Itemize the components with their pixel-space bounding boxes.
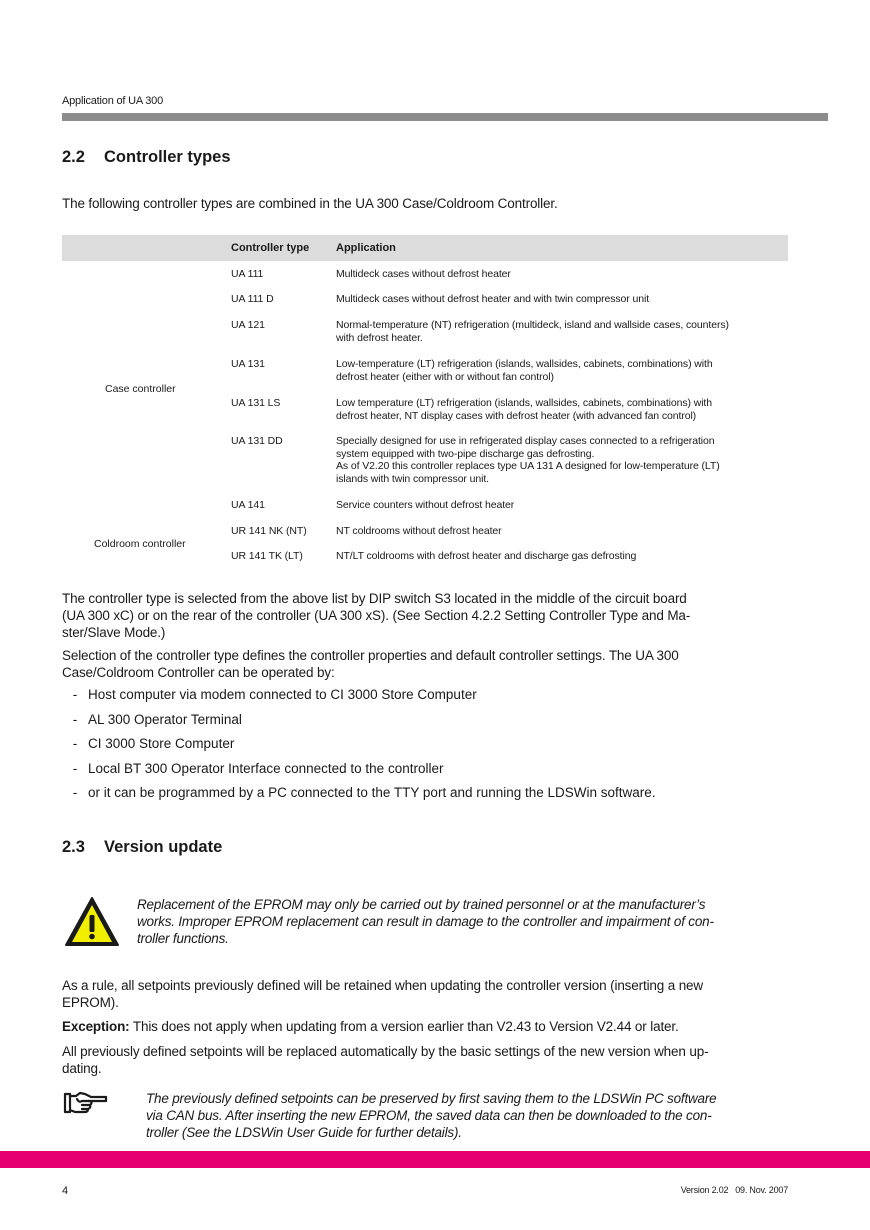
header-divider-bar bbox=[62, 113, 828, 121]
list-item: - Host computer via modem connected to CI 3000 Store Computer bbox=[62, 687, 477, 702]
cell-controller-type: UA 121 bbox=[231, 319, 265, 331]
section-heading-2-2 bbox=[62, 148, 231, 167]
pointing-hand-icon bbox=[63, 1091, 109, 1115]
list-bullet: - bbox=[72, 712, 78, 727]
cell-application: Multideck cases without defrost heater bbox=[336, 268, 511, 280]
cell-controller-type: UA 131 LS bbox=[231, 397, 281, 409]
cell-controller-type: UA 131 bbox=[231, 358, 265, 370]
cell-controller-type: UA 131 DD bbox=[231, 435, 283, 447]
paragraph-exception: Exception: This does not apply when updating from a version earlier than V2.43 to Version V2.44 or later. bbox=[62, 1019, 679, 1034]
table-header bbox=[62, 235, 788, 261]
cell-application: Multideck cases without defrost heater and with twin compressor unit bbox=[336, 293, 650, 305]
list-item: - Local BT 300 Operator Interface connected to the controller bbox=[62, 761, 443, 776]
column-header-controller-type: Controller type bbox=[231, 242, 310, 254]
section-number: 2.3 bbox=[62, 838, 85, 856]
cell-application: NT coldrooms without defrost heater bbox=[336, 525, 502, 537]
list-item: - or it can be programmed by a PC connected to the TTY port and running the LDSWin software. bbox=[62, 785, 656, 800]
paragraph-setpoints-retained: As a rule, all setpoints previously defined will be retained when updating the controller version (inserting a new EPROM). bbox=[62, 978, 704, 1010]
exception-label: Exception: bbox=[62, 1019, 130, 1034]
note-text: The previously defined setpoints can be preserved by first saving them to the LDSWin PC software via CAN bus. After inserting the new EPROM, the saved data can then be downloaded to the con- troller (See the LDSWin User Guide for further details). bbox=[146, 1091, 717, 1140]
running-title: Application of UA 300 bbox=[62, 95, 163, 107]
section-intro: The following controller types are combined in the UA 300 Case/Coldroom Controller. bbox=[62, 196, 558, 211]
list-bullet: - bbox=[72, 736, 78, 751]
footer-bar bbox=[0, 1151, 870, 1168]
section-title: Controller types bbox=[104, 148, 231, 166]
cell-controller-type: UA 141 bbox=[231, 499, 265, 511]
list-item: - AL 300 Operator Terminal bbox=[62, 712, 242, 727]
cell-controller-type: UA 111 bbox=[231, 268, 264, 280]
page-number: 4 bbox=[62, 1185, 69, 1197]
list-bullet: - bbox=[72, 785, 78, 800]
warning-text: Replacement of the EPROM may only be carried out by trained personnel or at the manufacturer’s works. Improper EPROM replacement can result in damage to the controller and impairment of con- troller functions. bbox=[137, 897, 714, 946]
section-number: 2.2 bbox=[62, 148, 85, 166]
cell-controller-type: UR 141 TK (LT) bbox=[231, 550, 303, 562]
list-item: - CI 3000 Store Computer bbox=[62, 736, 234, 751]
cell-controller-type: UA 111 D bbox=[231, 293, 274, 305]
cell-application: Service counters without defrost heater bbox=[336, 499, 515, 511]
section-title: Version update bbox=[104, 838, 223, 856]
footer-version: Version 2.02 09. Nov. 2007 bbox=[680, 1185, 788, 1195]
paragraph-setpoints-replaced: All previously defined setpoints will be replaced automatically by the basic settings of the new version when up- dating. bbox=[62, 1044, 709, 1076]
cell-application: Normal-temperature (NT) refrigeration (multideck, island and wallside cases, counters) with defrost heater. bbox=[336, 319, 729, 344]
column-header-application: Application bbox=[336, 242, 396, 254]
list-bullet: - bbox=[72, 687, 78, 702]
cell-controller-type: UR 141 NK (NT) bbox=[231, 525, 307, 537]
cell-application: Low-temperature (LT) refrigeration (islands, wallsides, cabinets, combinations) with defrost heater (either with or without fan control) bbox=[336, 358, 713, 383]
cell-application: Low temperature (LT) refrigeration (islands, wallsides, cabinets, combinations) with defrost heater, NT display cases with defrost heater (with advanced fan control) bbox=[336, 397, 712, 422]
list-bullet: - bbox=[72, 761, 78, 776]
cell-application: NT/LT coldrooms with defrost heater and discharge gas defrosting bbox=[336, 550, 637, 562]
paragraph-dip-switch: The controller type is selected from the above list by DIP switch S3 located in the middle of the circuit board (UA 300 xC) or on the rear of the controller (UA 300 xS). (See Section 4.2.2 Setting Controller Type and Ma- ster/Slave Mode.) bbox=[62, 591, 691, 640]
warning-triangle-icon bbox=[64, 896, 120, 948]
group-label-coldroom-controller: Coldroom controller bbox=[94, 538, 186, 550]
paragraph-operation: Selection of the controller type defines the controller properties and default controller settings. The UA 300 Case/Coldroom Controller can be operated by: bbox=[62, 648, 679, 680]
group-label-case-controller: Case controller bbox=[105, 383, 176, 395]
section-heading-2-3 bbox=[62, 838, 222, 857]
cell-application: Specially designed for use in refrigerated display cases connected to a refrigeration system equipped with two-pipe discharge gas defrosting. As of V2.20 this controller replaces type UA 131 A designed for low-temperature (LT) islands with twin compressor unit. bbox=[336, 435, 720, 485]
